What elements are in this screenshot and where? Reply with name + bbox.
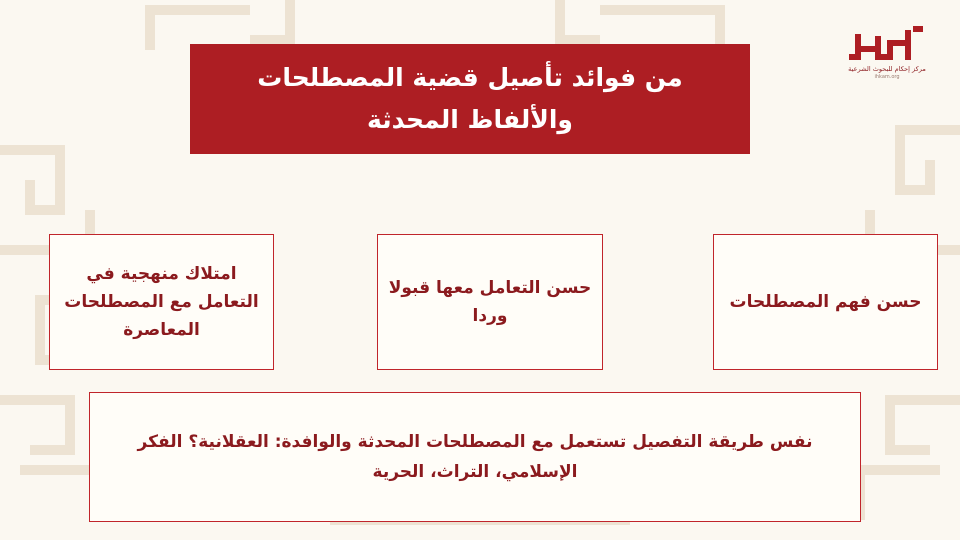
note-box: نفس طريقة التفصيل تستعمل مع المصطلحات المحدثة والوافدة: العقلانية؟ الفكر الإسلامي، التراث، الحرية: [89, 392, 861, 522]
ihkam-logo-icon: [847, 24, 927, 64]
benefit-card-handling: حسن التعامل معها قبولا وردا: [377, 234, 603, 370]
logo: [842, 24, 932, 90]
slide-title: من فوائد تأصيل قضية المصطلحات والألفاظ المحدثة: [190, 44, 750, 154]
logo-tagline: ihkam.org: [874, 74, 900, 80]
benefit-card-understanding: حسن فهم المصطلحات: [713, 234, 938, 370]
benefit-card-methodology: امتلاك منهجية في التعامل مع المصطلحات المعاصرة: [49, 234, 274, 370]
logo-subtitle: مركز إحكام للبحوث الشرعية: [848, 65, 926, 73]
